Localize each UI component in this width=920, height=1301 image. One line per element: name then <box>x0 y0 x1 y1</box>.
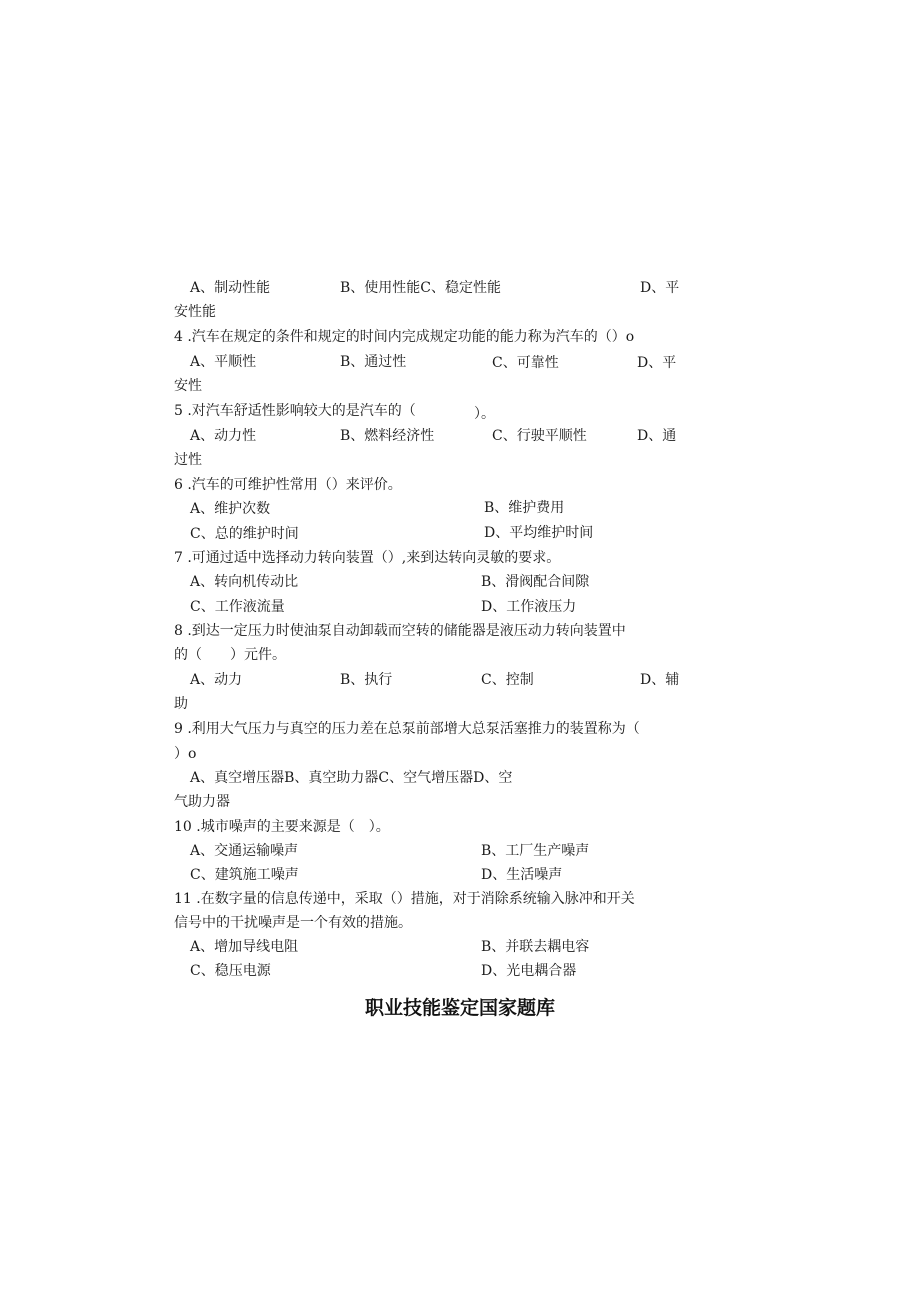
option-b: B、燃料经济性 <box>340 428 435 444</box>
option-c: C、建筑施工噪声 <box>190 867 299 883</box>
option-c: C、可靠性 <box>492 355 559 371</box>
option-c: C、工作液流量 <box>190 599 285 615</box>
option-c: C、控制 <box>481 672 534 688</box>
option-c: C、行驶平顺性 <box>492 428 587 444</box>
option-b: B、通过性 <box>340 354 407 370</box>
question-9: 9 .利用大气压力与真空的压力差在总泵前部增大总泵活塞推力的装置称为（ <box>174 721 640 737</box>
option-continuation: 安性 <box>174 378 202 394</box>
option-d: D、平 <box>637 355 677 371</box>
footer-title: 职业技能鉴定国家题库 <box>364 997 555 1019</box>
option-continuation: 安性能 <box>174 304 216 320</box>
option-d: D、生活噪声 <box>481 867 563 883</box>
option-a: A、动力 <box>190 672 243 688</box>
question-8: 8 .到达一定压力时使油泵自动卸载而空转的储能器是液压动力转向装置中 <box>174 623 626 639</box>
option-a: A、维护次数 <box>190 501 271 517</box>
option-b: B、滑阀配合间隙 <box>481 574 590 590</box>
option-a: A、制动性能 <box>190 280 271 296</box>
option-a: A、增加导线电阻 <box>190 939 299 955</box>
question-7: 7 .可通过适中选择动力转向装置（）,来到达转向灵敏的要求。 <box>174 550 561 566</box>
options-abcd: A、真空增压器B、真空助力器C、空气增压器D、空 <box>190 770 513 786</box>
option-b: B、工厂生产噪声 <box>481 843 590 859</box>
option-b: B、执行 <box>340 672 393 688</box>
question-11-continuation: 信号中的干扰噪声是一个有效的措施。 <box>174 915 412 931</box>
question-5-end: ）。 <box>474 406 495 422</box>
question-10: 10 .城市噪声的主要来源是（ ）。 <box>174 819 390 835</box>
option-d: D、平 <box>640 280 680 296</box>
question-11: 11 .在数字量的信息传递中，采取（）措施，对于消除系统输入脉冲和开关 <box>174 891 635 907</box>
question-4: 4 .汽车在规定的条件和规定的时间内完成规定功能的能力称为汽车的（）o <box>174 329 635 345</box>
option-b-c: B、使用性能C、稳定性能 <box>340 280 501 296</box>
option-a: A、动力性 <box>190 428 257 444</box>
question-6: 6 .汽车的可维护性常用（）来评价。 <box>174 477 402 493</box>
question-8-continuation: 的（ ）元件。 <box>174 647 286 663</box>
option-d: D、光电耦合器 <box>481 963 577 979</box>
option-a: A、转向机传动比 <box>190 574 299 590</box>
option-c: C、稳压电源 <box>190 963 271 979</box>
option-b: B、并联去耦电容 <box>481 939 590 955</box>
option-a: A、交通运输噪声 <box>190 843 299 859</box>
option-a: A、平顺性 <box>190 354 257 370</box>
option-continuation: 过性 <box>174 452 202 468</box>
option-d: D、辅 <box>640 672 680 688</box>
question-5: 5 .对汽车舒适性影响较大的是汽车的（ <box>174 403 416 419</box>
option-d: D、平均维护时间 <box>484 525 594 541</box>
question-9-continuation: ）o <box>174 746 197 762</box>
option-continuation: 气助力器 <box>174 794 230 810</box>
option-b: B、维护费用 <box>484 500 565 516</box>
option-d: D、通 <box>637 428 677 444</box>
option-d: D、工作液压力 <box>481 599 577 615</box>
option-c: C、总的维护时间 <box>190 526 299 542</box>
option-continuation: 助 <box>174 696 188 712</box>
